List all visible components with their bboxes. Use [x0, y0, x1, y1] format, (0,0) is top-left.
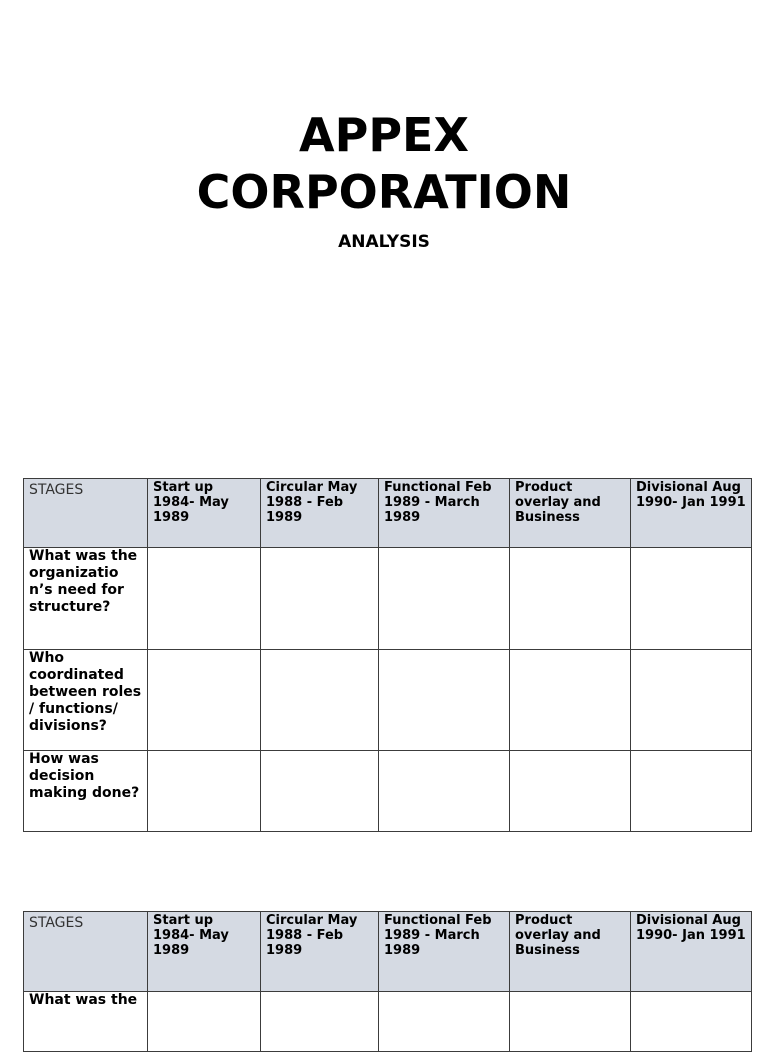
answer-cell[interactable] — [261, 992, 379, 1052]
table-row — [24, 548, 752, 650]
answer-cell[interactable] — [631, 992, 752, 1052]
answer-cell[interactable] — [261, 751, 379, 832]
question-cell: What was the — [24, 992, 148, 1052]
title-line-1: APPEX — [299, 108, 469, 162]
column-header-divisional: Divisional Aug 1990- Jan 1991 — [631, 479, 752, 548]
answer-cell[interactable] — [261, 548, 379, 650]
column-header-divisional: Divisional Aug 1990- Jan 1991 — [631, 912, 752, 992]
column-header-functional: Functional Feb 1989 - March 1989 — [379, 912, 510, 992]
answer-cell[interactable] — [631, 548, 752, 650]
table-header-row — [24, 912, 752, 992]
subtitle: ANALYSIS — [338, 232, 430, 252]
answer-cell[interactable] — [261, 650, 379, 751]
table-header-row — [24, 479, 752, 548]
question-cell: How was decision making done? — [24, 751, 148, 832]
answer-cell[interactable] — [631, 650, 752, 751]
table-row — [24, 751, 752, 832]
answer-cell[interactable] — [510, 992, 631, 1052]
stages-header: STAGES — [24, 912, 148, 992]
column-header-circular: Circular May 1988 - Feb 1989 — [261, 479, 379, 548]
answer-cell[interactable] — [510, 548, 631, 650]
table-row — [24, 992, 752, 1052]
answer-cell[interactable] — [510, 650, 631, 751]
column-header-product-overlay: Product overlay and Business — [510, 479, 631, 548]
question-cell: What was the organizatio n’s need for structure? — [24, 548, 148, 650]
table-row — [24, 650, 752, 751]
stages-header: STAGES — [24, 479, 148, 548]
answer-cell[interactable] — [631, 751, 752, 832]
column-header-functional: Functional Feb 1989 - March 1989 — [379, 479, 510, 548]
column-header-circular: Circular May 1988 - Feb 1989 — [261, 912, 379, 992]
answer-cell[interactable] — [379, 751, 510, 832]
answer-cell[interactable] — [379, 548, 510, 650]
column-header-startup: Start up 1984- May 1989 — [148, 912, 261, 992]
title-line-2: CORPORATION — [196, 165, 572, 219]
answer-cell[interactable] — [379, 992, 510, 1052]
answer-cell[interactable] — [510, 751, 631, 832]
column-header-product-overlay: Product overlay and Business — [510, 912, 631, 992]
answer-cell[interactable] — [148, 548, 261, 650]
analysis-table-2 — [23, 911, 752, 1052]
answer-cell[interactable] — [148, 650, 261, 751]
answer-cell[interactable] — [148, 992, 261, 1052]
answer-cell[interactable] — [379, 650, 510, 751]
question-cell: Who coordinated between roles / functions/ divisions? — [24, 650, 148, 751]
column-header-startup: Start up 1984- May 1989 — [148, 479, 261, 548]
analysis-table — [23, 478, 752, 832]
answer-cell[interactable] — [148, 751, 261, 832]
